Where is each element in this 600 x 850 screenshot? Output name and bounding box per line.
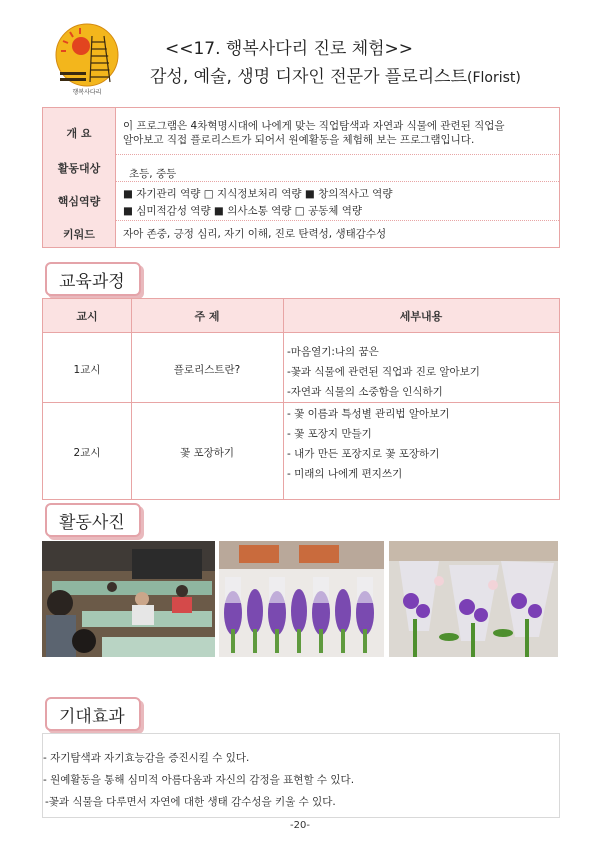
info-label-target: 활동대상: [57, 162, 101, 175]
activity-photo-bouquets-closeup: [389, 541, 558, 657]
row2-detail: - 내가 만든 포장지로 꽃 포장하기: [287, 448, 440, 460]
effect-item: -꽃과 식물을 다루면서 자연에 대한 생태 감수성을 키울 수 있다.: [45, 796, 336, 808]
info-overview-line-1: 이 프로그램은 4차혁명시대에 나에게 맞는 직업탐색과 자연과 식물에 관련된 직업을: [123, 120, 505, 132]
info-competency-line-2: ■ 심미적감성 역량 ■ 의사소통 역량 □ 공동체 역량: [123, 205, 363, 217]
section-tag-effects: 기대효과: [45, 697, 141, 731]
row1-detail: -꽃과 식물에 관련된 직업과 진로 알아보기: [287, 366, 480, 378]
info-divider: [115, 181, 559, 182]
info-overview-line-2: 알아보고 직접 플로리스트가 되어서 원예활동을 체험해 보는 프로그램입니다.: [123, 134, 475, 146]
column-divider: [283, 299, 284, 499]
header-topic: 주 제: [194, 310, 220, 323]
row1-detail: -자연과 식물의 소중함을 인식하기: [287, 386, 443, 398]
row2-detail: - 꽃 이름과 특성별 관리법 알아보기: [287, 408, 450, 420]
header-details: 세부내용: [399, 310, 443, 323]
header-period: 교시: [76, 310, 98, 323]
row1-period: 1교시: [73, 364, 101, 376]
expected-effects-box: [42, 733, 560, 818]
program-title-ko: 감성, 예술, 생명 디자인 전문가 플로리스트: [150, 67, 468, 87]
column-divider: [131, 299, 132, 499]
info-label-keywords: 키워드: [63, 228, 95, 241]
info-label-competency: 핵심역량: [57, 195, 101, 208]
program-info-table: [42, 107, 560, 248]
row2-detail: - 미래의 나에게 편지쓰기: [287, 468, 403, 480]
row-divider: [43, 402, 559, 403]
section-tag-photos: 활동사진: [45, 503, 141, 537]
curriculum-table: [42, 298, 560, 500]
info-competency-line-1: ■ 자기관리 역량 □ 지식정보처리 역량 ■ 창의적사고 역량: [123, 188, 393, 200]
row1-topic: 플로리스트란?: [173, 364, 241, 376]
activity-photo-classroom: [42, 541, 215, 657]
row1-detail: -마음열기:나의 꿈은: [287, 346, 379, 358]
program-number-title: <<17. 행복사다리 진로 체험>>: [165, 39, 414, 59]
section-tag-curriculum: 교육과정: [45, 262, 141, 296]
info-target-value: 초등, 중등: [129, 168, 177, 180]
info-keywords-value: 자아 존중, 긍정 심리, 자기 이해, 진로 탄력성, 생태감수성: [123, 228, 387, 240]
activity-photo-bouquets-row: [219, 541, 384, 657]
info-divider: [115, 220, 559, 221]
row2-period: 2교시: [73, 447, 101, 459]
logo-wordmark: 행복사다리: [72, 89, 102, 96]
row2-topic: 꽃 포장하기: [179, 447, 235, 459]
program-title-en: (Florist): [467, 70, 521, 86]
program-logo: [52, 22, 122, 96]
info-divider: [115, 154, 559, 155]
program-title: [150, 62, 521, 87]
page-number: -20-: [290, 820, 310, 831]
effect-item: - 원예활동을 통해 심미적 아름다움과 자신의 감정을 표현할 수 있다.: [43, 774, 355, 786]
info-label-overview: 개 요: [66, 127, 92, 140]
effect-item: - 자기탐색과 자기효능감을 증진시킬 수 있다.: [43, 752, 250, 764]
row2-detail: - 꽃 포장지 만들기: [287, 428, 372, 440]
